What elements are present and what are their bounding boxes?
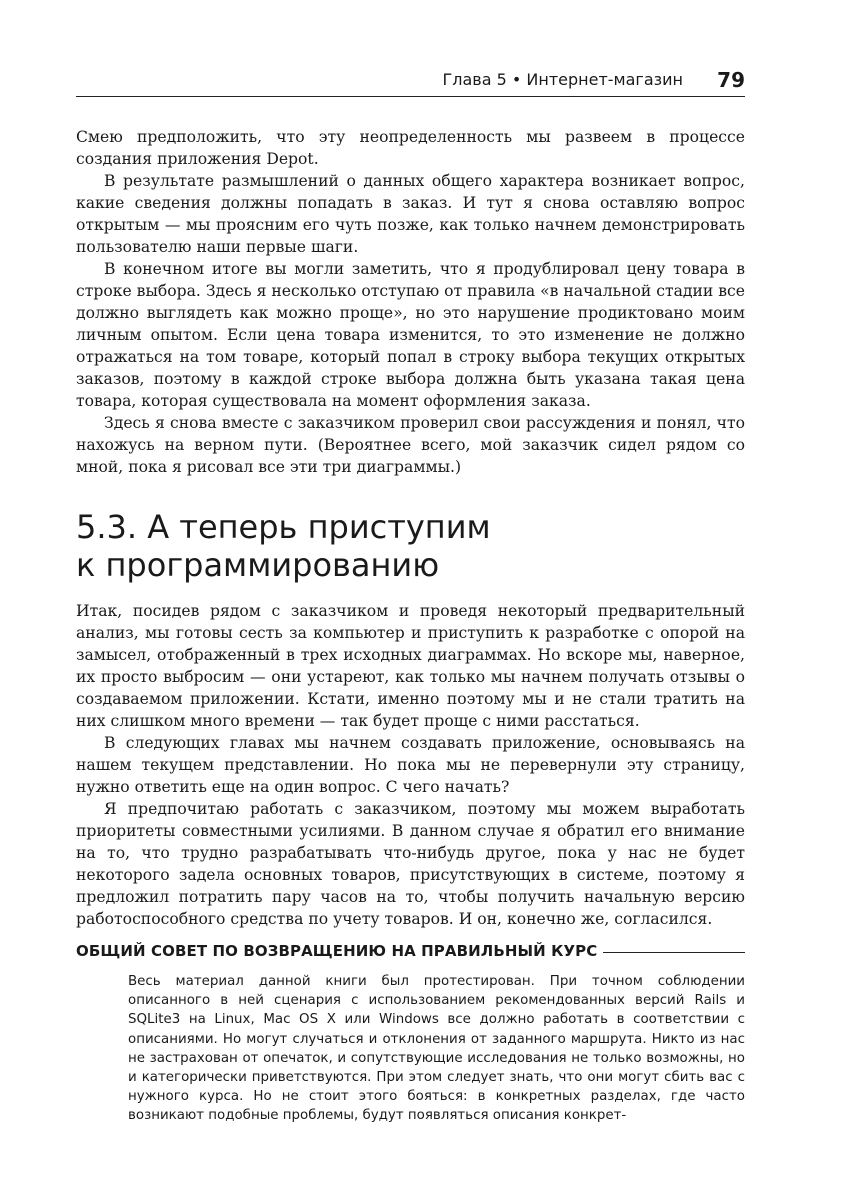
paragraph: Смею предположить, что эту неопределенность мы развеем в процессе создания приложения Depot. [76, 128, 745, 168]
paragraph: Я предпочитаю работать с заказчиком, поэтому мы можем выработать приоритеты совместными усилиями. В данном случае я обратил его внимание на то, что трудно разрабатывать что-нибудь другое, пока у нас не будет некоторого задела основных товаров, присутствующих в системе, поэтому я предложил потратить пару часов на то, чтобы получить начальную версию работоспособного средства по учету товаров. И он, конечно же, согласился. [76, 800, 745, 928]
section-heading-line-1: 5.3. А теперь приступим [76, 508, 491, 546]
chapter-reference: Глава 5 • Интернет-магазин [442, 70, 683, 89]
tip-title-rule [603, 952, 745, 953]
tip-title: ОБЩИЙ СОВЕТ ПО ВОЗВРАЩЕНИЮ НА ПРАВИЛЬНЫЙ КУРС [76, 942, 598, 960]
paragraph: В следующих главах мы начнем создавать приложение, основываясь на нашем текущем представлении. Но пока мы не перевернули эту страницу, нужно ответить еще на один вопрос. С чего начать? [76, 734, 745, 796]
tip-body: Весь материал данной книги был протестирован. При точном соблюдении описанного в ней сценария с использованием рекомендованных версий Rails и SQLite3 на Linux, Mac OS X или Windows все должно работать в соответствии с описаниями. Но могут случаться и отклонения от заданного маршрута. Никто из нас не застрахован от опечаток, и сопутствующие исследования не только возможны, но и категорически приветствуются. При этом следует знать, что они могут сбить вас с нужного курса. Но не стоит этого бояться: в конкретных разделах, где часто возникают подобные проблемы, будут появляться описания конкрет- [128, 974, 745, 1124]
tip-box [76, 942, 745, 1126]
tip-title-row [76, 942, 745, 960]
paragraph: В результате размышлений о данных общего характера возникает вопрос, какие сведения должны попадать в заказ. И тут я снова оставляю вопрос открытым — мы проясним его чуть позже, как только начнем демонстрировать пользователю наши первые шаги. [76, 172, 745, 256]
section-heading-line-2: к программированию [76, 546, 440, 584]
body-text-block-1 [76, 126, 745, 478]
paragraph: Итак, посидев рядом с заказчиком и проведя некоторый предварительный анализ, мы готовы сесть за компьютер и приступить к разработке с опорой на замысел, отображенный в трех исходных диаграммах. Но вскоре мы, наверное, их просто выбросим — они устареют, как только мы начнем получать отзывы о создаваемом приложении. Кстати, именно поэтому мы и не стали тратить на них слишком много времени — так будет проще с ними расстаться. [76, 602, 745, 730]
paragraph: Здесь я снова вместе с заказчиком проверил свои рассуждения и понял, что нахожусь на верном пути. (Вероятнее всего, мой заказчик сидел рядом со мной, пока я рисовал все эти три диаграммы.) [76, 414, 745, 476]
page-number: 79 [717, 68, 745, 92]
running-header [76, 68, 745, 97]
body-text-block-2 [76, 600, 745, 930]
paragraph: В конечном итоге вы могли заметить, что я продублировал цену товара в строке выбора. Здесь я несколько отступаю от правила «в начальной стадии все должно выглядеть как можно проще», но это нарушение продиктовано моим личным опытом. Если цена товара изменится, то это изменение не должно отражаться на том товаре, который попал в строку выбора текущих открытых заказов, поэтому в каждой строке выбора должна быть указана такая цена товара, которая существовала на момент оформления заказа. [76, 260, 745, 410]
section-heading [76, 508, 745, 584]
